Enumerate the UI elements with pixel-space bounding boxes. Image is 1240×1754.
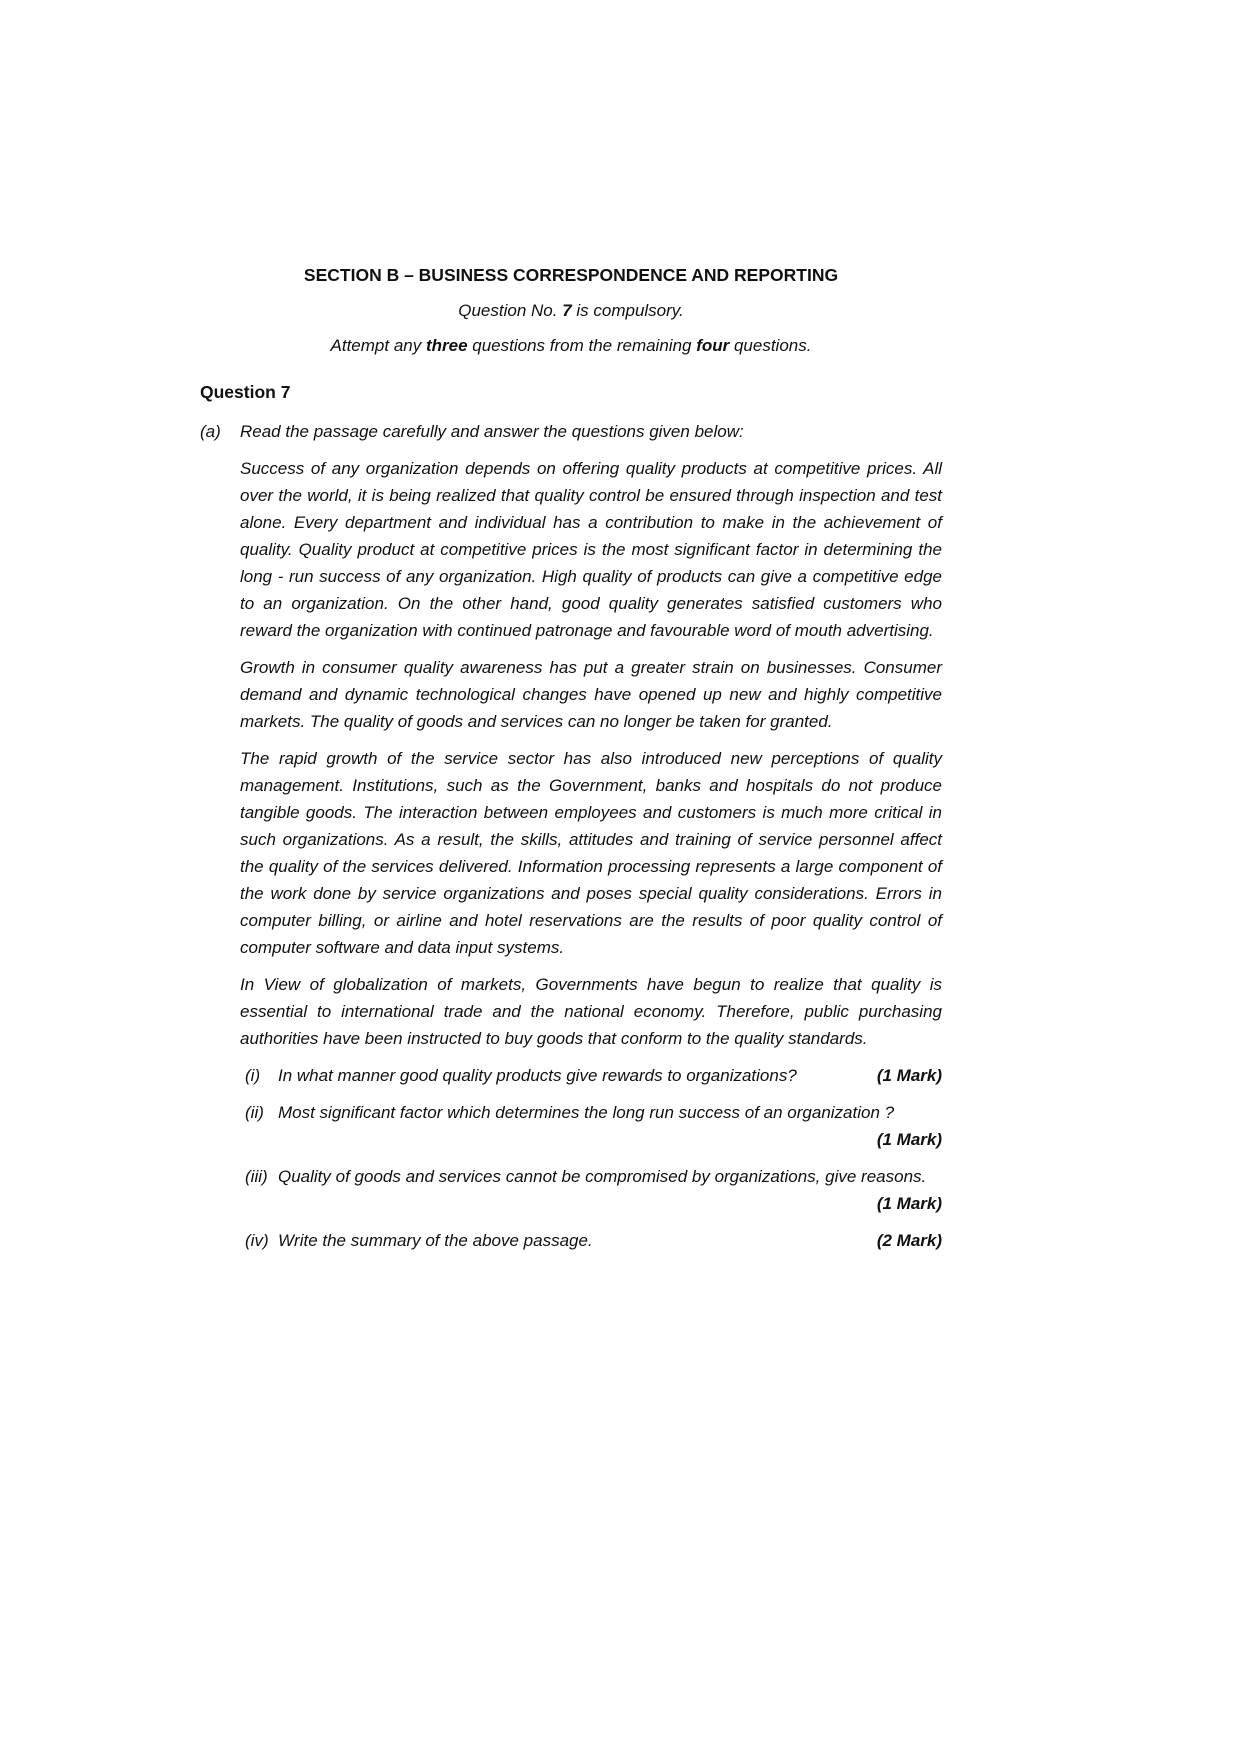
subquestion-i-text: In what manner good quality products give rewards to organizations? — [278, 1066, 797, 1085]
subquestion-iv-body — [278, 1227, 942, 1254]
subquestion-i-body — [278, 1062, 942, 1089]
passage-paragraph-4: In View of globalization of markets, Governments have begun to realize that quality is essential to international trade and the national economy. Therefore, public purchasing authorities have been instructed to buy goods that conform to the quality standards. — [240, 975, 942, 1048]
attempt-note-post: questions. — [729, 336, 812, 355]
subquestion-ii — [240, 1099, 942, 1153]
subquestion-i-marks: (1 Mark) — [876, 1066, 942, 1085]
subquestion-iii — [240, 1163, 942, 1217]
compulsory-note-bold: 7 — [562, 301, 572, 320]
passage-paragraph-3: The rapid growth of the service sector has also introduced new perceptions of quality management. Institutions, such as the Government, banks and hospitals do not produce tangible goods. The interaction between employees and customers is much more critical in such organizations. As a result, the skills, attitudes and training of service personnel affect the quality of the services delivered. Information processing represents a large component of the work done by service organizations and poses special quality considerations. Errors in computer billing, or airline and hotel reservations are the results of poor quality control of computer software and data input systems. — [240, 749, 942, 957]
passage-paragraph-1: Success of any organization depends on offering quality products at competitive prices. All over the world, it is being realized that quality control be ensured through inspection and test alone. Every department and individual has a contribution to make in the achievement of quality. Quality product at competitive prices is the most significant factor in determining the long - run success of any organization. High quality of products can give a competitive edge to an organization. On the other hand, good quality generates satisfied customers who reward the organization with continued patronage and favourable word of mouth advertising. — [240, 459, 942, 640]
subquestion-i-number: (i) — [245, 1066, 261, 1085]
subquestion-iv-marks: (2 Mark) — [876, 1231, 942, 1250]
part-a-body — [240, 418, 942, 1254]
subquestion-ii-body — [278, 1099, 942, 1153]
subquestion-ii-number: (ii) — [245, 1103, 264, 1122]
subquestion-iv-text: Write the summary of the above passage. — [278, 1231, 593, 1250]
part-a-instruction: Read the passage carefully and answer the questions given below: — [240, 422, 744, 441]
subquestion-iv-number: (iv) — [245, 1231, 269, 1250]
attempt-note — [200, 332, 942, 359]
attempt-note-mid: questions from the remaining — [467, 336, 697, 355]
subquestion-iii-marks: (1 Mark) — [876, 1194, 942, 1213]
attempt-note-bold2: four — [696, 336, 730, 355]
attempt-note-bold1: three — [425, 336, 468, 355]
page-content — [200, 262, 942, 1254]
subquestion-iii-number: (iii) — [245, 1167, 268, 1186]
question-heading: Question 7 — [200, 382, 291, 402]
compulsory-note-post: is compulsory. — [571, 301, 684, 320]
part-a-label: (a) — [200, 422, 221, 441]
passage-paragraph-2: Growth in consumer quality awareness has put a greater strain on businesses. Consumer demand and dynamic technological changes have opened up new and highly competitive markets. The quality of goods and services can no longer be taken for granted. — [240, 658, 942, 731]
attempt-note-pre: Attempt any — [330, 336, 426, 355]
compulsory-note-pre: Question No. — [458, 301, 563, 320]
compulsory-note — [200, 297, 942, 324]
subquestion-ii-text: Most significant factor which determines the long run success of an organization ? — [278, 1103, 895, 1122]
subquestion-iii-body — [278, 1163, 942, 1217]
subquestion-iii-text: Quality of goods and services cannot be compromised by organizations, give reasons. — [278, 1167, 927, 1186]
part-a — [200, 418, 942, 1254]
subquestion-iv — [240, 1227, 942, 1254]
section-title: SECTION B – BUSINESS CORRESPONDENCE AND REPORTING — [303, 265, 839, 285]
subquestion-i — [240, 1062, 942, 1089]
subquestion-ii-marks: (1 Mark) — [876, 1130, 942, 1149]
